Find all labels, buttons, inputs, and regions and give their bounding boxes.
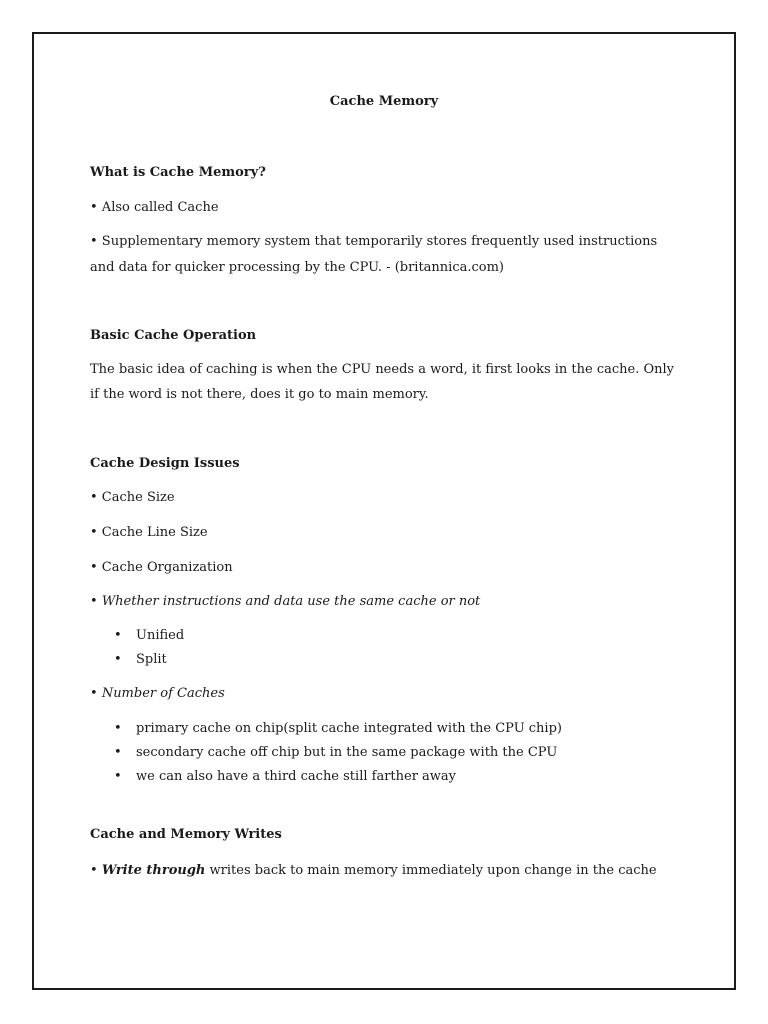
- bullet-marker: •: [90, 686, 102, 701]
- bullet-dot: •: [114, 721, 122, 736]
- bullet-write-through: [90, 863, 657, 879]
- sub-item-label: secondary cache off chip but in the same package with the CPU: [136, 745, 558, 760]
- bullet-supplementary-line1: • Supplementary memory system that temporarily stores frequently used instructions: [90, 234, 658, 249]
- bullet-also-called-cache: • Also called Cache: [90, 200, 219, 215]
- sub-list-item-split: [114, 652, 167, 668]
- sub-list-item-third-cache: [114, 769, 456, 785]
- document-title: Cache Memory: [329, 94, 439, 109]
- paragraph-basic-line2: if the word is not there, does it go to main memory.: [90, 387, 429, 402]
- bullet-dot: •: [114, 628, 122, 643]
- write-through-term: Write through: [101, 863, 206, 878]
- bullet-dot: •: [114, 769, 122, 784]
- heading-memory-writes: Cache and Memory Writes: [90, 827, 282, 842]
- sub-list-item-secondary-cache: [114, 745, 557, 761]
- list-item-number-of-caches: [90, 686, 225, 702]
- document-page: [32, 32, 736, 990]
- heading-what-is-cache: What is Cache Memory?: [90, 165, 266, 180]
- sub-list-item-unified: [114, 628, 184, 644]
- write-through-description: writes back to main memory immediately upon change in the cache: [205, 863, 657, 878]
- list-item-cache-size: • Cache Size: [90, 490, 175, 505]
- list-item-whether-instructions: [90, 594, 480, 610]
- bullet-marker: •: [90, 863, 102, 878]
- sub-item-label: Split: [136, 652, 167, 667]
- paragraph-basic-line1: The basic idea of caching is when the CPU needs a word, it first looks in the cache. Only: [90, 362, 675, 377]
- bullet-supplementary-line2: and data for quicker processing by the CPU. - (britannica.com): [90, 260, 505, 275]
- sub-list-item-primary-cache: [114, 721, 562, 737]
- bullet-marker: •: [90, 594, 102, 609]
- heading-design-issues: Cache Design Issues: [90, 456, 240, 471]
- sub-item-label: Unified: [136, 628, 185, 643]
- list-item-cache-organization: • Cache Organization: [90, 560, 233, 575]
- number-of-caches-text: Number of Caches: [101, 686, 225, 701]
- sub-item-label: we can also have a third cache still farther away: [136, 769, 457, 784]
- list-item-cache-line-size: • Cache Line Size: [90, 525, 208, 540]
- bullet-dot: •: [114, 652, 122, 667]
- bullet-dot: •: [114, 745, 122, 760]
- heading-basic-operation: Basic Cache Operation: [90, 328, 257, 343]
- whether-instructions-text: Whether instructions and data use the same cache or not: [101, 594, 481, 609]
- sub-item-label: primary cache on chip(split cache integrated with the CPU chip): [136, 721, 562, 736]
